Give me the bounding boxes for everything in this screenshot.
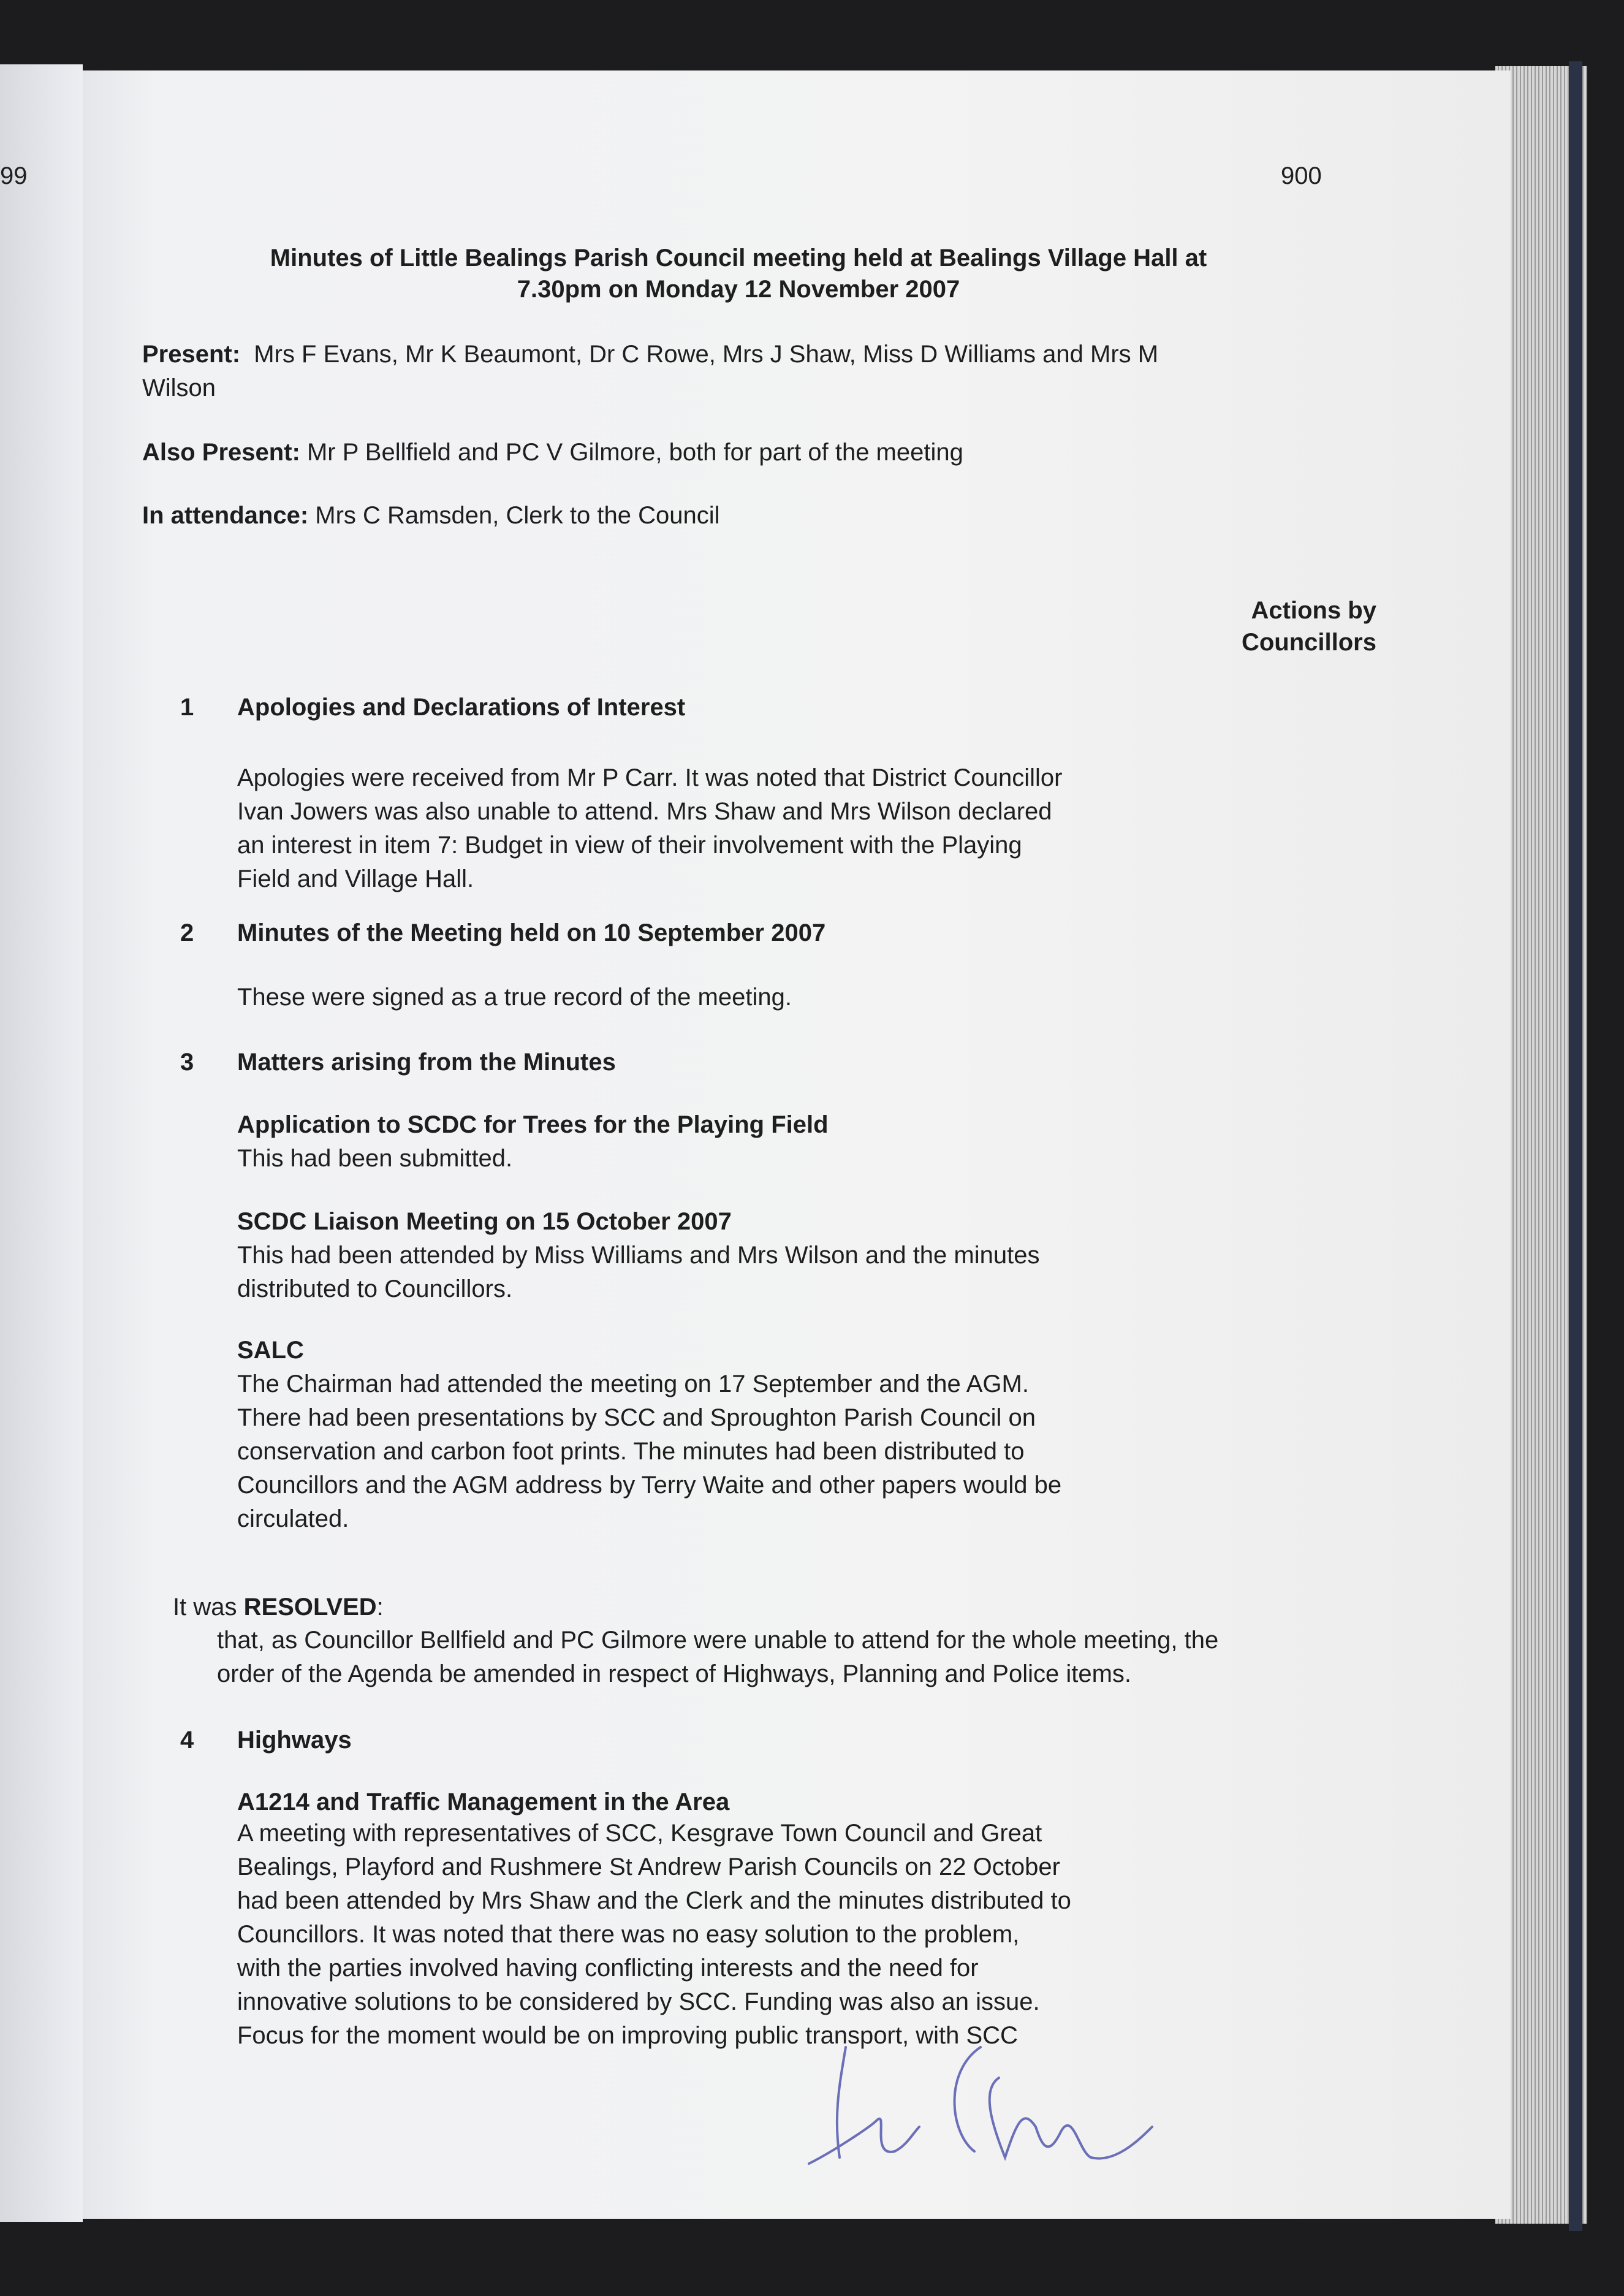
item-body [237, 761, 1062, 896]
item-number: 4 [180, 1727, 194, 1754]
resolved-keyword: RESOLVED [243, 1594, 377, 1621]
also-present-label: Also Present: [142, 439, 300, 466]
text-line: These were signed as a true record of the meeting. [237, 984, 792, 1011]
text-line: Focus for the moment would be on improving public transport, with SCC [237, 2022, 1018, 2049]
text-line: Ivan Jowers was also unable to attend. Mrs Shaw and Mrs Wilson declared [237, 798, 1052, 825]
item-heading: Highways [237, 1727, 352, 1754]
also-present-names: Mr P Bellfield and PC V Gilmore, both for part of the meeting [306, 439, 963, 466]
text-line: had been attended by Mrs Shaw and the Clerk and the minutes distributed to [237, 1887, 1071, 1914]
item-heading: Apologies and Declarations of Interest [237, 694, 686, 721]
attendance-line [142, 499, 720, 533]
attendance-names: Mrs C Ramsden, Clerk to the Council [315, 502, 720, 529]
title-line: 7.30pm on Monday 12 November 2007 [517, 276, 960, 303]
text-line: Councillors. It was noted that there was no easy solution to the problem, [237, 1921, 1020, 1948]
subsection-heading: Application to SCDC for Trees for the Playing Field [237, 1111, 829, 1138]
present-label: Present: [142, 341, 241, 368]
text-line: with the parties involved having conflicting interests and the need for [237, 1955, 979, 1982]
text-line: This had been submitted. [237, 1145, 513, 1172]
book-cover [1569, 61, 1582, 2231]
text-line: A meeting with representatives of SCC, Kesgrave Town Council and Great [237, 1820, 1042, 1847]
page-number: 900 [1281, 162, 1322, 189]
text-line: Councillors and the AGM address by Terry Waite and other papers would be [237, 1472, 1062, 1499]
subsection-body [237, 1142, 512, 1176]
subsection-heading: SALC [237, 1337, 304, 1364]
resolution-text [217, 1624, 1218, 1692]
actions-header-line: Councillors [1241, 629, 1376, 656]
title-line: Minutes of Little Bealings Parish Council meeting held at Bealings Village Hall at [270, 245, 1207, 272]
present-line [142, 338, 1158, 371]
text-line: This had been attended by Miss Williams and Mrs Wilson and the minutes [237, 1242, 1040, 1269]
subsection-heading: A1214 and Traffic Management in the Area [237, 1789, 730, 1815]
subsection-heading: SCDC Liaison Meeting on 15 October 2007 [237, 1208, 732, 1235]
text-line: The Chairman had attended the meeting on 17 September and the AGM. [237, 1370, 1029, 1397]
item-number: 1 [180, 694, 194, 721]
page-title [0, 243, 1477, 305]
item-heading: Matters arising from the Minutes [237, 1049, 616, 1076]
text-line: There had been presentations by SCC and Sproughton Parish Council on [237, 1404, 1036, 1431]
text-line: conservation and carbon foot prints. The minutes had been distributed to [237, 1438, 1025, 1465]
text-line: Field and Village Hall. [237, 865, 474, 892]
left-page-edge [0, 64, 83, 2222]
handwritten-signature [797, 2035, 1287, 2182]
left-page-number: 99 [0, 162, 28, 189]
text-line: an interest in item 7: Budget in view of their involvement with the Playing [237, 832, 1022, 859]
resolved-label [173, 1591, 384, 1624]
text-line: distributed to Councillors. [237, 1275, 513, 1302]
subsection-body [237, 1367, 1061, 1536]
resolved-suffix: : [376, 1594, 384, 1621]
text-line: innovative solutions to be considered by SCC. Funding was also an issue. [237, 1988, 1040, 2015]
text-line: order of the Agenda be amended in respect of Highways, Planning and Police items. [217, 1660, 1132, 1687]
text-line: Bealings, Playford and Rushmere St Andrew Parish Councils on 22 October [237, 1853, 1060, 1880]
text-line: circulated. [237, 1505, 349, 1532]
resolved-prefix: It was [173, 1594, 244, 1621]
text-line: that, as Councillor Bellfield and PC Gilmore were unable to attend for the whole meeting, the [217, 1627, 1219, 1654]
actions-header-line: Actions by [1251, 597, 1376, 624]
text-line: Apologies were received from Mr P Carr. It was noted that District Councillor [237, 764, 1063, 791]
actions-column-header [1242, 595, 1376, 658]
item-number: 3 [180, 1049, 194, 1076]
item-number: 2 [180, 919, 194, 946]
also-present-line [142, 436, 963, 469]
present-names: Mrs F Evans, Mr K Beaumont, Dr C Rowe, Mrs J Shaw, Miss D Williams and Mrs M [254, 341, 1159, 368]
item-body [237, 981, 792, 1014]
present-names-cont: Wilson [142, 374, 216, 401]
subsection-body [237, 1239, 1039, 1306]
subsection-body [237, 1817, 1071, 2053]
item-heading: Minutes of the Meeting held on 10 September 2007 [237, 919, 826, 946]
attendance-label: In attendance: [142, 502, 309, 529]
